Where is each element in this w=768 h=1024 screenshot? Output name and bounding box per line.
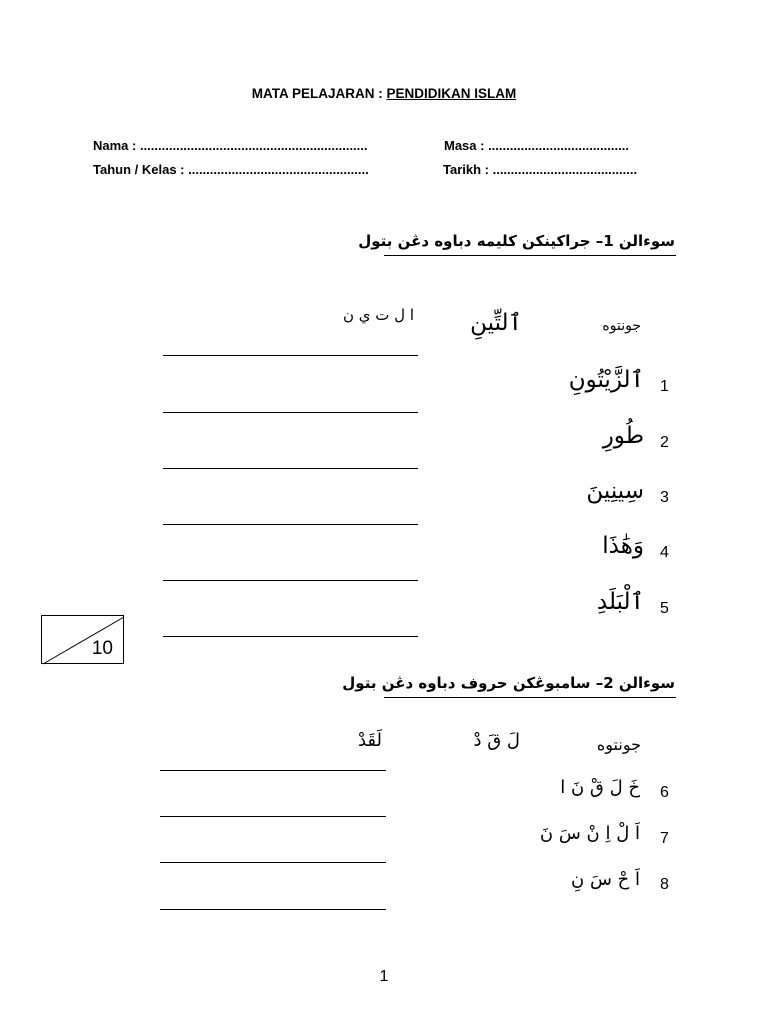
question-word: ٱلْبَلَدِ: [596, 589, 644, 615]
answer-line[interactable]: [160, 816, 386, 817]
answer-line[interactable]: [163, 412, 418, 413]
name-field: Nama : ...............................................................: [93, 138, 368, 153]
subject-label: MATA PELAJARAN :: [251, 86, 387, 101]
answer-line[interactable]: [163, 636, 418, 637]
question-word: ٱلزَّيْتُونِ: [568, 367, 644, 393]
question-word: سِينِينَ: [586, 478, 644, 504]
section1-heading: سوءالن 1– جراكينكن كليمه دباوه دڠن بتول: [358, 232, 675, 250]
section1-example-answer: ا ل ت ي ن: [342, 306, 414, 324]
answer-line[interactable]: [163, 468, 418, 469]
question-number: 4: [660, 544, 669, 561]
question-number: 7: [660, 830, 669, 847]
question-number: 5: [660, 600, 669, 617]
section1-example-label: جونتوه: [602, 318, 641, 334]
question-letters: اَ لْ اِ نْ سَ نَ: [539, 823, 640, 844]
year-class-field: Tahun / Kelas : ..................................................: [93, 162, 369, 177]
section2-heading-underline: [384, 697, 676, 698]
section1-example-word: ٱلتِّينِ: [470, 310, 522, 336]
question-word: وَهَٰذَا: [602, 533, 644, 559]
answer-line[interactable]: [160, 862, 386, 863]
time-field: Masa : .......................................: [444, 138, 629, 153]
question-letters: اَ حْ سَ نِ: [571, 869, 640, 890]
question-number: 3: [660, 489, 669, 506]
question-number: 6: [660, 784, 669, 801]
section1-heading-underline: [384, 255, 676, 256]
answer-line[interactable]: [163, 580, 418, 581]
answer-line[interactable]: [160, 770, 386, 771]
answer-line[interactable]: [160, 909, 386, 910]
score-total: 10: [91, 638, 113, 659]
section2-example-answer: لَقَدْ: [357, 730, 382, 751]
question-word: طُورِ: [602, 423, 644, 449]
section2-example-letters: لَ قَ دْ: [473, 730, 520, 751]
answer-line[interactable]: [163, 355, 418, 356]
page-title: [0, 86, 768, 101]
page-number: 1: [379, 968, 389, 985]
answer-line[interactable]: [163, 524, 418, 525]
section2-example-label: جونتوه: [596, 735, 641, 754]
score-box: [41, 615, 124, 664]
question-number: 8: [660, 876, 669, 893]
date-field: Tarikh : ........................................: [443, 162, 638, 177]
subject-value: PENDIDIKAN ISLAM: [386, 86, 517, 101]
question-number: 1: [660, 378, 669, 395]
question-letters: خَ لَ قْ نَ ا: [560, 777, 640, 798]
question-number: 2: [660, 434, 669, 451]
section2-heading: سوءالن 2– سامبوڠكن حروف دباوه دڠن بتول: [342, 674, 675, 692]
